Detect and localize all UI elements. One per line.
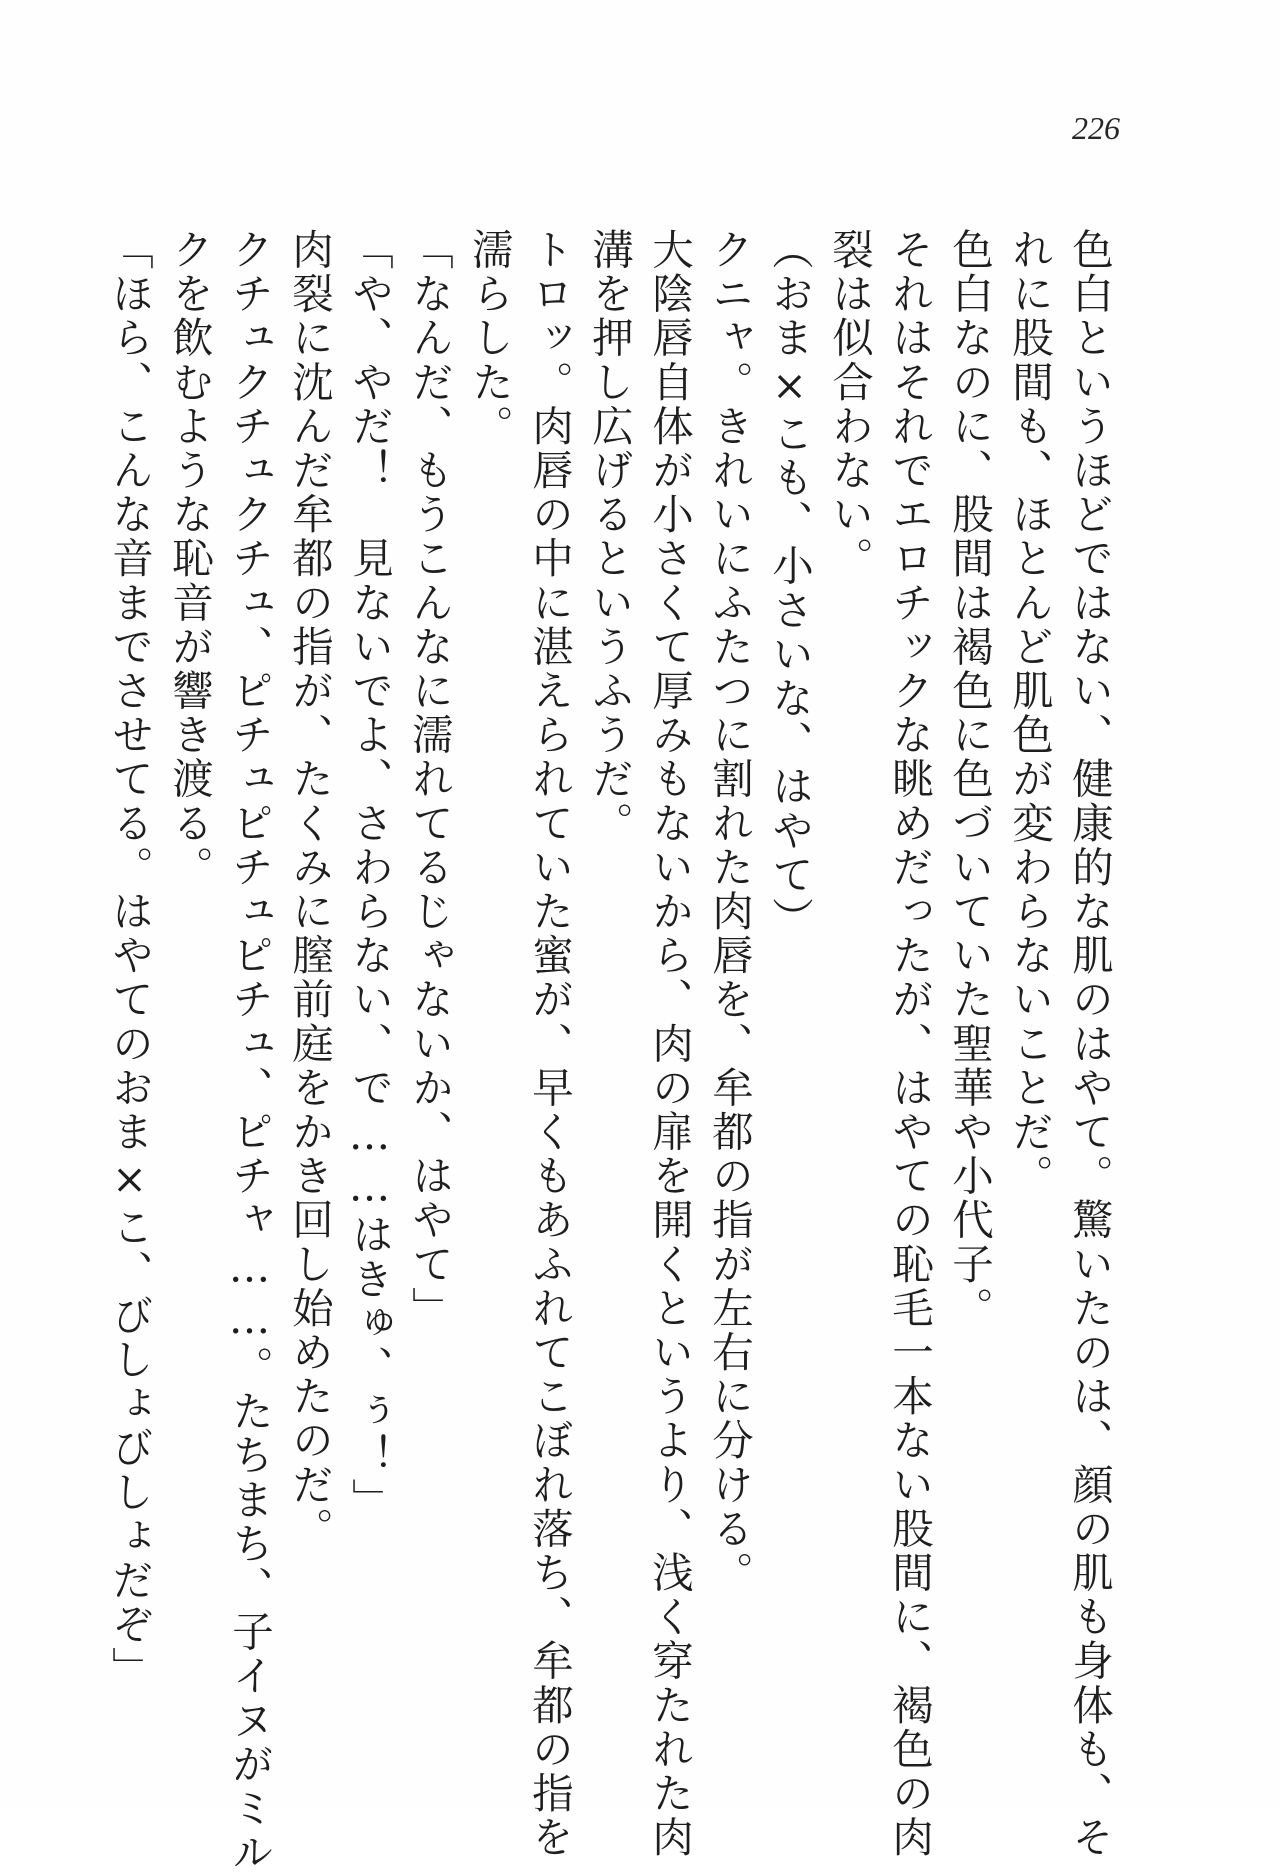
text-line: れに股間も、ほとんど肌色が変わらないことだ。: [1005, 228, 1054, 1199]
text-line: それはそれでエロチックな眺めだったが、はやての恥毛一本ない股間に、褐色の肉: [885, 228, 934, 1860]
text-line: 「や、やだ！ 見ないでよ、さわらない、で……はきゅ、ぅ！」: [345, 228, 394, 1522]
text-line: トロッ。肉唇の中に湛えられていた蜜が、早くもあふれてこぼれ落ち、牟都の指を: [525, 228, 574, 1860]
text-line: 「ほら、こんな音までさせてる。はやてのおま×こ、びしょびしょだぞ」: [105, 228, 154, 1691]
text-line: 裂は似合わない。: [825, 228, 874, 581]
text-line: クを飲むような恥音が響き渡る。: [165, 228, 214, 890]
text-line: 「なんだ、もうこんなに濡れてるじゃないか、はやて」: [405, 228, 454, 1331]
text-line: 溝を押し広げるというふうだ。: [585, 228, 634, 846]
text-line: 色白というほどではない、健康的な肌のはやて。驚いたのは、顔の肌も身体も、そ: [1065, 228, 1114, 1860]
text-line: 大陰唇自体が小さくて厚みもないから、肉の扉を開くというより、浅く穿たれた肉: [645, 228, 694, 1860]
text-line: 肉裂に沈んだ牟都の指が、たくみに膣前庭をかき回し始めたのだ。: [285, 228, 334, 1551]
text-line: クニャ。きれいにふたつに割れた肉唇を、牟都の指が左右に分ける。: [705, 228, 754, 1596]
text-line: クチュクチュクチュ、ピチュピチュピチュ、ピチャ……。たちまち、子イヌがミル: [225, 228, 274, 1875]
text-line: 色白なのに、股間は褐色に色づいていた聖華や小代子。: [945, 228, 994, 1331]
page-number: 226: [1072, 110, 1120, 146]
text-line: （おま×こも、小さいな、はやて）: [765, 228, 814, 942]
text-line: 濡らした。: [465, 228, 514, 449]
body-text: [101, 228, 1118, 1875]
